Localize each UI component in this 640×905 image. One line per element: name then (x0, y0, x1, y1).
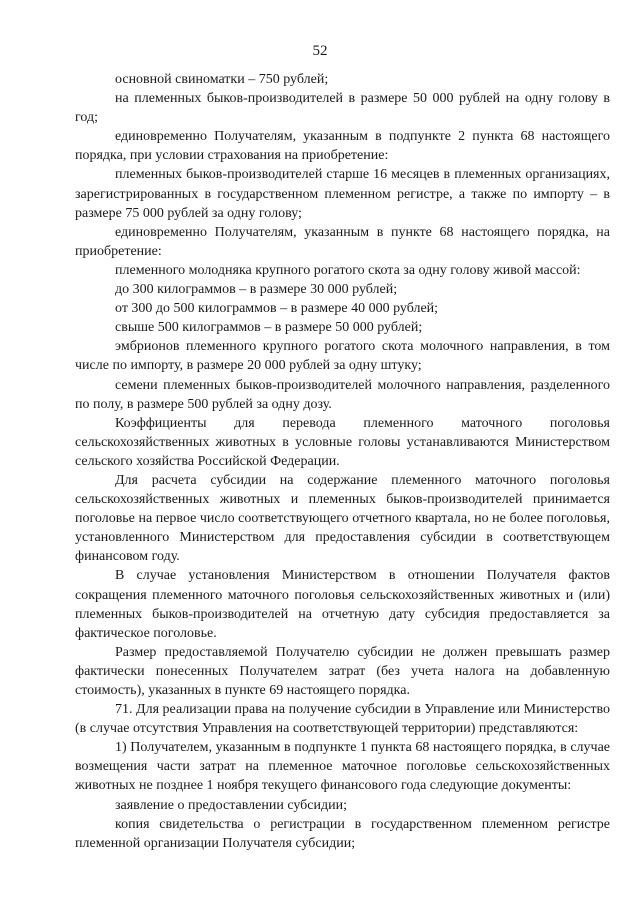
paragraph: племенного молодняка крупного рогатого скота за одну голову живой массой: (115, 262, 581, 278)
paragraph: от 300 до 500 килограммов – в размере 40 000 рублей; (115, 301, 439, 317)
paragraph: 71. Для реализации права на получение субсидии в Управление или Министерство (в случае отсутствия Управления на соответствующей территории) представляются: (75, 702, 610, 737)
paragraph: 1) Получателем, указанным в подпункте 1 пункта 68 настоящего порядка, в случае возмещения части затрат на племенное маточное поголовье сельскохозяйственных животных не позднее 1 ноября текущего финансового года следующие документы: (75, 740, 610, 794)
paragraph: племенных быков-производителей старше 16 месяцев в племенных организациях, зарегистрированных в государственном племенном регистре, а также по импорту – в размере 75 000 рублей за одну голову; (75, 167, 610, 221)
document-body (75, 70, 610, 853)
paragraph: Коэффициенты для перевода племенного маточного поголовья сельскохозяйственных животных в условные головы устанавливаются Министерством сельского хозяйства Российской Федерации. (75, 415, 610, 469)
paragraph: копия свидетельства о регистрации в государственном племенном регистре племенной организации Получателя субсидии; (75, 816, 610, 851)
paragraph: семени племенных быков-производителей молочного направления, разделенного по полу, в размере 500 рублей за одну дозу. (75, 377, 610, 412)
paragraph: единовременно Получателям, указанным в подпункте 2 пункта 68 настоящего порядка, при условии страхования на приобретение: (75, 129, 610, 164)
paragraph: на племенных быков-производителей в размере 50 000 рублей на одну голову в год; (75, 91, 610, 126)
paragraph: основной свиноматки – 750 рублей; (115, 72, 329, 87)
paragraph: до 300 килограммов – в размере 30 000 рублей; (115, 282, 398, 298)
paragraph: В случае установления Министерством в отношении Получателя фактов сокращения племенного маточного поголовья сельскохозяйственных животных и (или) племенных быков-производителей на отчетную дату субсидия предоставляется за фактическое поголовье. (75, 568, 610, 641)
paragraph: заявление о предоставлении субсидии; (115, 797, 347, 813)
paragraph: свыше 500 килограммов – в размере 50 000 рублей; (115, 320, 423, 336)
page-number: 52 (312, 43, 328, 59)
paragraph: Размер предоставляемой Получателю субсидии не должен превышать размер фактически понесенных Получателем затрат (без учета налога на добавленную стоимость), указанных в пункте 69 настоящего порядка. (75, 644, 610, 698)
paragraph: единовременно Получателям, указанным в пункте 68 настоящего порядка, на приобретение: (75, 224, 610, 259)
paragraph: Для расчета субсидии на содержание племенного маточного поголовья сельскохозяйственных животных и племенных быков-производителей принимается поголовье на первое число соответствующего отчетного квартала, но не более поголовья, установленного Министерством для предоставления субсидии в соответствующем финансовом году. (75, 472, 610, 565)
paragraph: эмбрионов племенного крупного рогатого скота молочного направления, в том числе по импорту, в размере 20 000 рублей за одну штуку; (75, 339, 610, 374)
